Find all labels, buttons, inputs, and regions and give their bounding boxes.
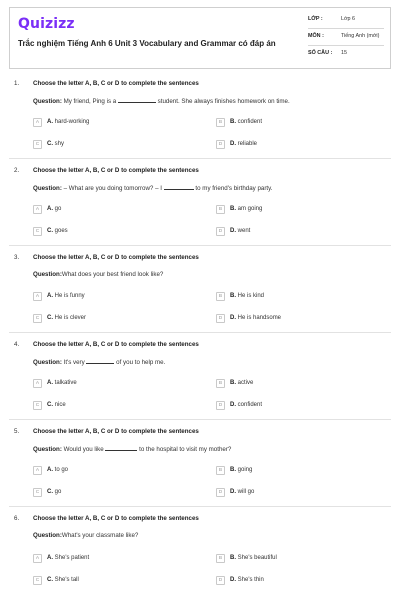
option-text: She's patient — [53, 555, 90, 561]
answer-blank — [105, 445, 137, 451]
option-b[interactable] — [216, 553, 277, 563]
question-divider — [9, 245, 391, 246]
option-label: B. — [230, 555, 236, 561]
option-d[interactable] — [216, 313, 281, 323]
option-label: B. — [230, 206, 236, 212]
option-letter-box: A — [33, 554, 42, 563]
so-cau-label: SỐ CÂU : — [308, 50, 333, 56]
question-instruction: Choose the letter A, B, C or D to complete the sentences — [33, 167, 199, 174]
lop-value: Lớp 6 — [341, 16, 356, 22]
option-text: He is kind — [236, 293, 265, 299]
question-text — [33, 184, 272, 192]
option-text: He is handsome — [236, 315, 282, 321]
option-label: C. — [47, 402, 53, 408]
option-letter-box: C — [33, 227, 42, 236]
question-text-after: of you to help me. — [114, 359, 166, 366]
quizizz-logo[interactable]: Quizizz — [18, 16, 75, 32]
option-label: C. — [47, 315, 53, 321]
question-instruction: Choose the letter A, B, C or D to complete the sentences — [33, 428, 199, 435]
option-a[interactable] — [33, 117, 89, 127]
question-instruction: Choose the letter A, B, C or D to complete the sentences — [33, 254, 199, 261]
option-text: He is clever — [53, 315, 87, 321]
option-label: B. — [230, 293, 236, 299]
option-label: A. — [47, 293, 53, 299]
option-letter-box: C — [33, 401, 42, 410]
question-text-before: What does your best friend look like? — [61, 271, 164, 278]
option-label: B. — [230, 380, 236, 386]
option-d[interactable] — [216, 487, 254, 497]
option-label: D. — [230, 228, 236, 234]
option-letter-box: C — [33, 314, 42, 323]
option-a[interactable] — [33, 291, 85, 301]
option-letter-box: A — [33, 466, 42, 475]
question-label: Question: — [33, 359, 62, 366]
option-letter-box: C — [33, 576, 42, 585]
option-text: active — [236, 380, 254, 386]
question-text — [33, 97, 290, 105]
option-text: going — [236, 467, 253, 473]
option-text: hard-working — [53, 119, 90, 125]
question-text-after: to my friend's birthday party. — [193, 185, 273, 192]
question-label: Question: — [33, 98, 62, 105]
question-instruction: Choose the letter A, B, C or D to complete the sentences — [33, 515, 199, 522]
mon-label: MÔN : — [308, 33, 324, 39]
option-label: D. — [230, 489, 236, 495]
option-c[interactable] — [33, 487, 61, 497]
question-number: 4. — [14, 341, 20, 348]
option-label: A. — [47, 555, 53, 561]
option-a[interactable] — [33, 553, 89, 563]
question-text — [33, 358, 165, 366]
question-text-before: It's very — [61, 359, 87, 366]
option-b[interactable] — [216, 117, 262, 127]
option-label: C. — [47, 577, 53, 583]
option-letter-box: B — [216, 292, 225, 301]
option-letter-box: D — [216, 576, 225, 585]
option-text: She's thin — [236, 577, 264, 583]
option-label: A. — [47, 467, 53, 473]
option-label: C. — [47, 141, 53, 147]
option-letter-box: D — [216, 227, 225, 236]
option-text: confident — [236, 119, 263, 125]
question-number: 3. — [14, 254, 20, 261]
option-letter-box: D — [216, 401, 225, 410]
meta-divider — [308, 28, 384, 29]
option-letter-box: A — [33, 205, 42, 214]
option-d[interactable] — [216, 139, 257, 149]
option-text: go — [53, 206, 62, 212]
option-c[interactable] — [33, 575, 79, 585]
option-text: nice — [53, 402, 66, 408]
option-letter-box: D — [216, 314, 225, 323]
question-text — [33, 532, 138, 539]
option-label: B. — [230, 119, 236, 125]
option-letter-box: A — [33, 292, 42, 301]
question-number: 6. — [14, 515, 20, 522]
answer-blank — [164, 184, 194, 190]
option-c[interactable] — [33, 139, 64, 149]
question-instruction: Choose the letter A, B, C or D to complete the sentences — [33, 341, 199, 348]
option-b[interactable] — [216, 204, 262, 214]
option-text: She's beautiful — [236, 555, 277, 561]
option-letter-box: B — [216, 554, 225, 563]
option-letter-box: B — [216, 205, 225, 214]
option-text: goes — [53, 228, 68, 234]
question-label: Question: — [33, 271, 62, 278]
option-text: am going — [236, 206, 263, 212]
option-label: B. — [230, 467, 236, 473]
option-letter-box: A — [33, 379, 42, 388]
worksheet-header — [9, 7, 391, 69]
question-divider — [9, 506, 391, 507]
worksheet-title: Trắc nghiệm Tiếng Anh 6 Unit 3 Vocabulary and Grammar có đáp án — [18, 39, 276, 48]
option-letter-box: B — [216, 466, 225, 475]
option-label: D. — [230, 141, 236, 147]
option-letter-box: C — [33, 140, 42, 149]
question-divider — [9, 158, 391, 159]
option-letter-box: D — [216, 488, 225, 497]
option-text: He is funny — [53, 293, 85, 299]
question-divider — [9, 332, 391, 333]
question-number: 1. — [14, 80, 20, 87]
lop-label: LỚP : — [308, 16, 323, 22]
answer-blank — [86, 358, 114, 364]
option-label: D. — [230, 577, 236, 583]
option-a[interactable] — [33, 378, 77, 388]
question-number: 2. — [14, 167, 20, 174]
mon-value: Tiếng Anh (mới) — [341, 33, 380, 39]
option-text: talkative — [53, 380, 77, 386]
option-text: shy — [53, 141, 65, 147]
question-text-before: What's your classmate like? — [61, 532, 139, 539]
option-text: go — [53, 489, 62, 495]
option-text: went — [236, 228, 251, 234]
option-text: will go — [236, 489, 255, 495]
answer-blank — [118, 97, 156, 103]
option-c[interactable] — [33, 400, 66, 410]
question-label: Question: — [33, 446, 62, 453]
option-text: She's tall — [53, 577, 79, 583]
question-text-before: – What are you doing tomorrow? – I — [61, 185, 164, 192]
option-label: A. — [47, 119, 53, 125]
option-text: reliable — [236, 141, 258, 147]
option-text: to go — [53, 467, 69, 473]
question-label: Question: — [33, 185, 62, 192]
option-label: C. — [47, 489, 53, 495]
question-text-before: My friend, Ping is a — [61, 98, 118, 105]
question-text — [33, 271, 163, 278]
question-text-after: student. She always finishes homework on time. — [155, 98, 290, 105]
option-label: C. — [47, 228, 53, 234]
option-a[interactable] — [33, 204, 61, 214]
option-d[interactable] — [216, 226, 250, 236]
meta-divider — [308, 45, 384, 46]
question-label: Question: — [33, 532, 62, 539]
option-text: confident — [236, 402, 263, 408]
option-label: D. — [230, 315, 236, 321]
question-instruction: Choose the letter A, B, C or D to complete the sentences — [33, 80, 199, 87]
option-b[interactable] — [216, 465, 252, 475]
option-letter-box: C — [33, 488, 42, 497]
option-b[interactable] — [216, 378, 253, 388]
question-text-after: to the hospital to visit my mother? — [137, 446, 232, 453]
option-label: A. — [47, 380, 53, 386]
so-cau-value: 15 — [341, 50, 347, 56]
question-number: 5. — [14, 428, 20, 435]
option-letter-box: D — [216, 140, 225, 149]
option-letter-box: A — [33, 118, 42, 127]
option-letter-box: B — [216, 118, 225, 127]
option-a[interactable] — [33, 465, 68, 475]
question-divider — [9, 419, 391, 420]
option-letter-box: B — [216, 379, 225, 388]
option-c[interactable] — [33, 313, 86, 323]
option-d[interactable] — [216, 575, 264, 585]
option-c[interactable] — [33, 226, 68, 236]
option-label: D. — [230, 402, 236, 408]
question-text-before: Would you like — [61, 446, 106, 453]
question-text — [33, 445, 231, 453]
option-label: A. — [47, 206, 53, 212]
option-b[interactable] — [216, 291, 264, 301]
option-d[interactable] — [216, 400, 262, 410]
